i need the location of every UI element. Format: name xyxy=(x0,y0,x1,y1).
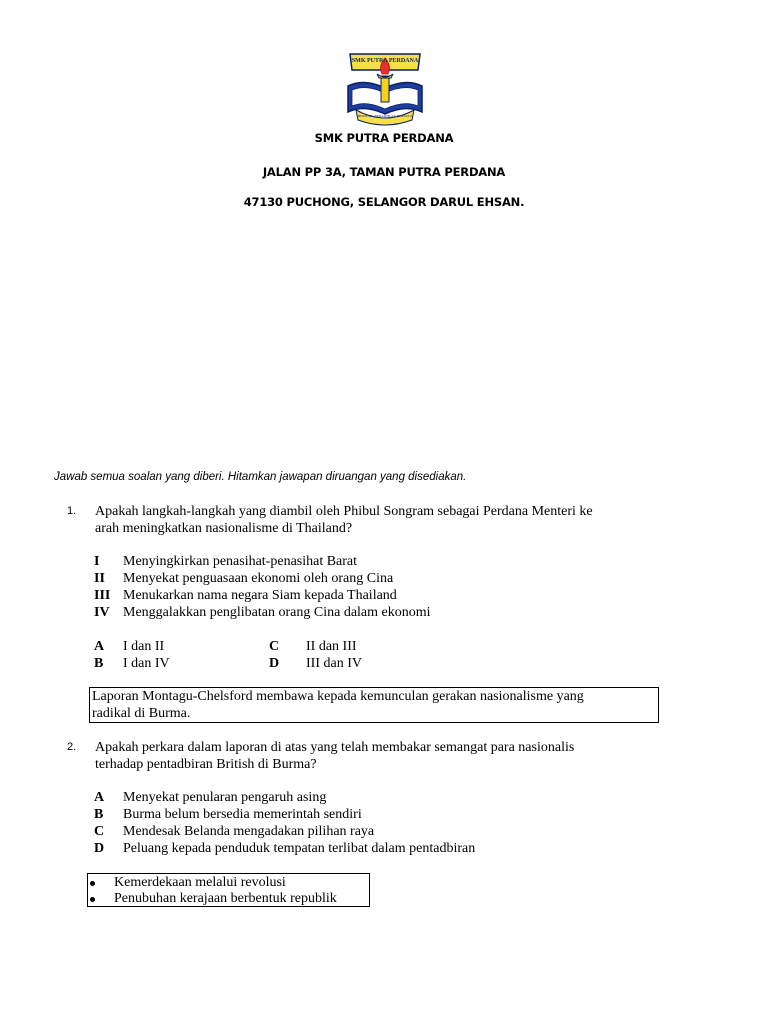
statement-label: II xyxy=(94,571,105,586)
option-text: I dan IV xyxy=(123,656,170,671)
option-text: II dan III xyxy=(306,639,357,654)
option-text: Peluang kepada penduduk tempatan terlibat dalam pentadbiran xyxy=(123,841,476,856)
question-number: 1. xyxy=(67,505,77,517)
option-label: D xyxy=(269,656,280,671)
option-label: D xyxy=(94,841,105,856)
option-text: III dan IV xyxy=(306,656,362,671)
option-label: C xyxy=(269,639,280,654)
bullet-dot-icon xyxy=(90,881,95,886)
bullet-dot-icon xyxy=(90,897,95,902)
stimulus-box xyxy=(89,687,659,723)
bullet-stimulus-box xyxy=(87,873,370,907)
stimulus-text-line: Laporan Montagu-Chelsford membawa kepada kemunculan gerakan nasionalisme yang xyxy=(92,689,584,704)
school-name: SMK PUTRA PERDANA xyxy=(314,131,454,145)
bullet-text: Kemerdekaan melalui revolusi xyxy=(114,875,286,890)
question-text-line: Apakah langkah-langkah yang diambil oleh Phibul Songram sebagai Perdana Menteri ke xyxy=(95,504,593,519)
stimulus-text-line: radikal di Burma. xyxy=(92,706,191,721)
statement-label: III xyxy=(94,588,111,603)
instruction-text: Jawab semua soalan yang diberi. Hitamkan jawapan diruangan yang disediakan. xyxy=(54,471,467,483)
statement-text: Menyekat penguasaan ekonomi oleh orang Cina xyxy=(123,571,394,586)
statement-text: Menyingkirkan penasihat-penasihat Barat xyxy=(123,554,358,569)
logo-text-bottom: BERILMU BERAKHLAK BERJASA xyxy=(357,114,413,118)
option-text: Mendesak Belanda mengadakan pilihan raya xyxy=(123,824,375,839)
question-text-line: arah meningkatkan nasionalisme di Thailand? xyxy=(95,521,353,536)
school-address-line1: JALAN PP 3A, TAMAN PUTRA PERDANA xyxy=(262,165,506,179)
statement-label: IV xyxy=(94,605,110,620)
question-text-line: terhadap pentadbiran British di Burma? xyxy=(95,757,317,772)
logo-text-top: SMK PUTRA PERDANA xyxy=(351,58,419,64)
school-address-line2: 47130 PUCHONG, SELANGOR DARUL EHSAN. xyxy=(243,195,525,209)
option-label: C xyxy=(94,824,105,839)
question-number: 2. xyxy=(67,741,77,753)
option-label: B xyxy=(94,807,104,822)
option-text: Menyekat penularan pengaruh asing xyxy=(123,790,327,805)
option-label: B xyxy=(94,656,104,671)
option-label: A xyxy=(94,790,105,805)
bullet-text: Penubuhan kerajaan berbentuk republik xyxy=(114,891,337,906)
option-label: A xyxy=(94,639,105,654)
option-text: Burma belum bersedia memerintah sendiri xyxy=(123,807,362,822)
option-text: I dan II xyxy=(123,639,165,654)
statement-text: Menukarkan nama negara Siam kepada Thailand xyxy=(123,588,397,603)
statement-text: Menggalakkan penglibatan orang Cina dalam ekonomi xyxy=(123,605,431,620)
question-text-line: Apakah perkara dalam laporan di atas yang telah membakar semangat para nasionalis xyxy=(95,740,575,755)
statement-label: I xyxy=(94,554,100,569)
